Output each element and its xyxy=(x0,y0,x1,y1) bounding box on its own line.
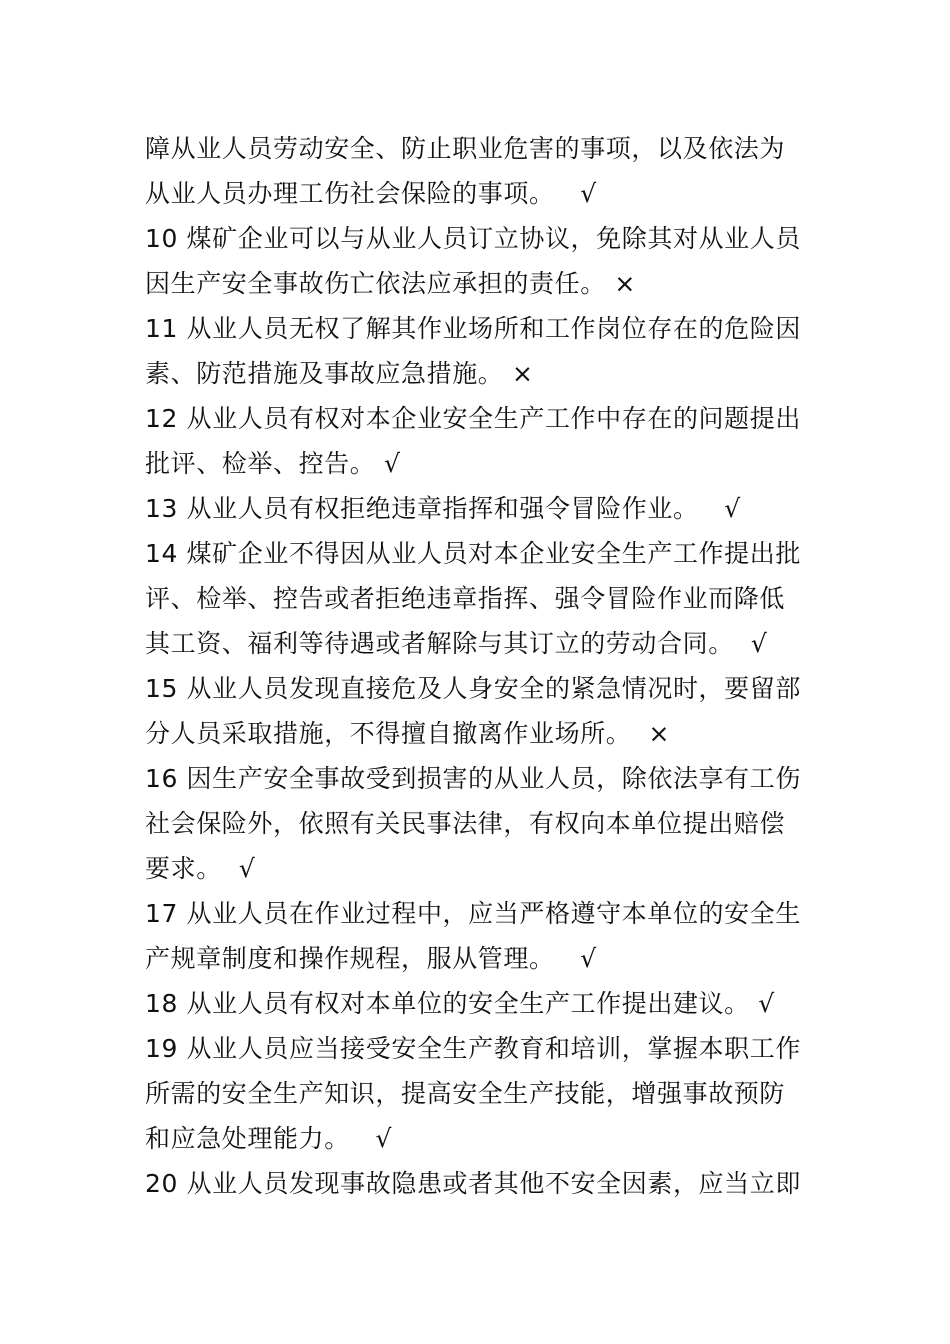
text-line: 所需的安全生产知识，提高安全生产技能，增强事故预防 xyxy=(145,1079,786,1108)
text-line: 12 从业人员有权对本企业安全生产工作中存在的问题提出 xyxy=(145,404,801,433)
text-line: 15 从业人员发现直接危及人身安全的紧急情况时，要留部 xyxy=(145,674,801,703)
text-line: 13 从业人员有权拒绝违章指挥和强令冒险作业。 √ xyxy=(145,494,741,523)
text-line: 障从业人员劳动安全、防止职业危害的事项，以及依法为 xyxy=(145,134,786,163)
text-line: 素、防范措施及事故应急措施。 × xyxy=(145,359,534,388)
text-line: 14 煤矿企业不得因从业人员对本企业安全生产工作提出批 xyxy=(145,539,801,568)
text-line: 16 因生产安全事故受到损害的从业人员，除依法享有工伤 xyxy=(145,764,801,793)
text-line: 批评、检举、控告。 √ xyxy=(145,449,401,478)
text-line: 11 从业人员无权了解其作业场所和工作岗位存在的危险因 xyxy=(145,314,801,343)
text-line: 18 从业人员有权对本单位的安全生产工作提出建议。 √ xyxy=(145,989,775,1018)
text-line: 因生产安全事故伤亡依法应承担的责任。 × xyxy=(145,269,636,298)
text-line: 评、检举、控告或者拒绝违章指挥、强令冒险作业而降低 xyxy=(145,584,786,613)
text-line: 20 从业人员发现事故隐患或者其他不安全因素，应当立即 xyxy=(145,1169,801,1198)
text-line: 从业人员办理工伤社会保险的事项。 √ xyxy=(145,179,597,208)
text-line: 10 煤矿企业可以与从业人员订立协议，免除其对从业人员 xyxy=(145,224,801,253)
text-line: 17 从业人员在作业过程中，应当严格遵守本单位的安全生 xyxy=(145,899,801,928)
text-line: 要求。 √ xyxy=(145,854,256,883)
text-line: 其工资、福利等待遇或者解除与其订立的劳动合同。 √ xyxy=(145,629,768,658)
text-line: 和应急处理能力。 √ xyxy=(145,1124,392,1153)
text-line: 社会保险外，依照有关民事法律，有权向本单位提出赔偿 xyxy=(145,809,786,838)
text-line: 分人员采取措施，不得擅自撤离作业场所。 × xyxy=(145,719,671,748)
body-text xyxy=(145,126,825,1206)
text-line: 产规章制度和操作规程，服从管理。 √ xyxy=(145,944,597,973)
text-line: 19 从业人员应当接受安全生产教育和培训，掌握本职工作 xyxy=(145,1034,801,1063)
